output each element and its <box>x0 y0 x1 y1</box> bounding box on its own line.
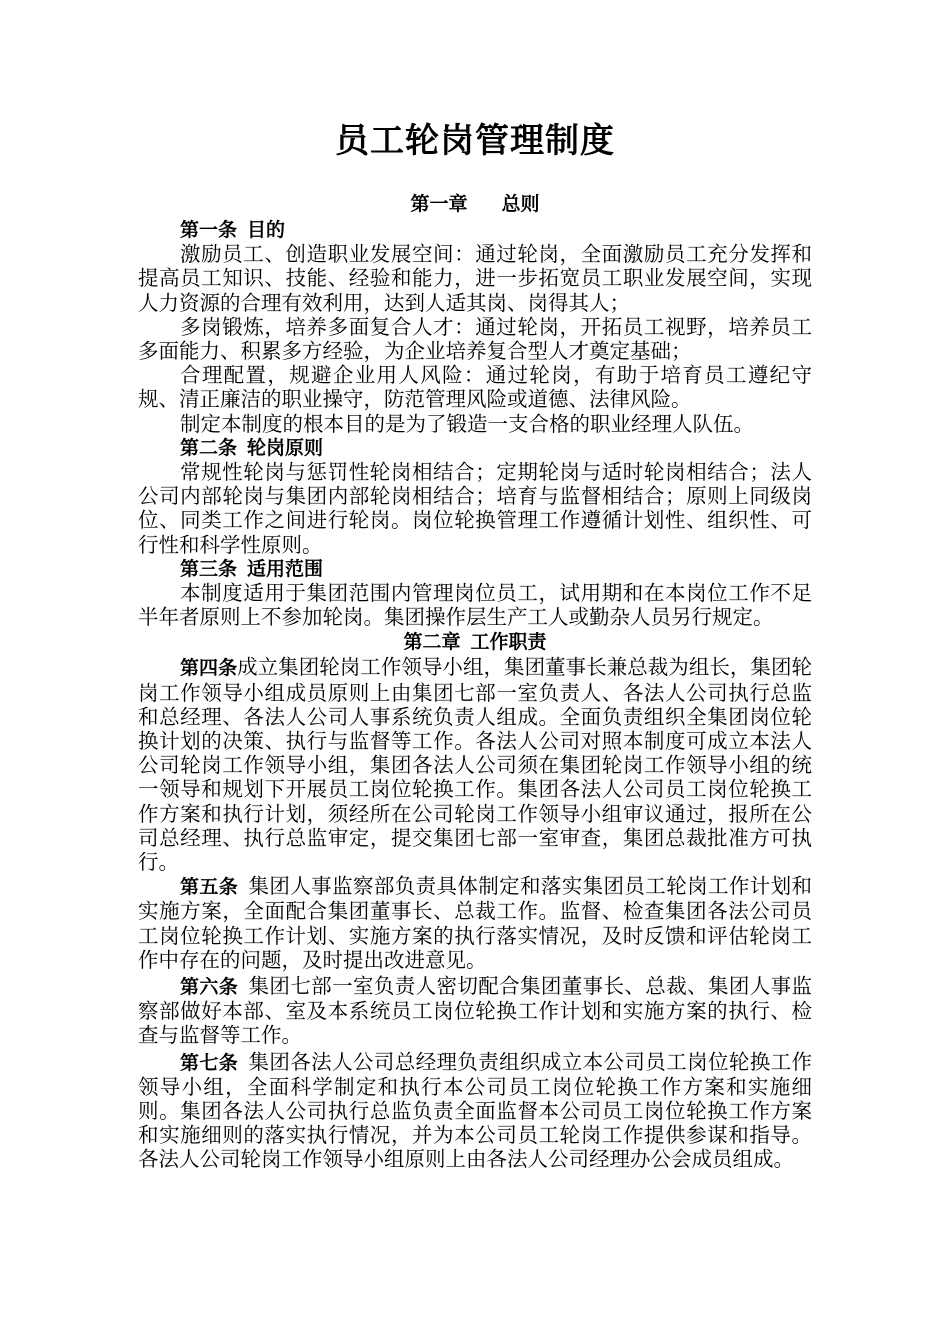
article-6-label: 第六条 <box>180 976 239 999</box>
article-6-paragraph <box>138 974 812 1048</box>
article-2-label: 第二条 <box>180 436 238 459</box>
article-7-paragraph <box>138 1050 812 1172</box>
article-3-paragraph: 本制度适用于集团范围内管理岗位员工，试用期和在本岗位工作不足半年者原则上不参加轮岗。集团操作层生产工人或勤杂人员另行规定。 <box>138 581 812 630</box>
article-4-label: 第四条 <box>180 657 238 680</box>
article-1-paragraph: 多岗锻炼，培养多面复合人才：通过轮岗，开拓员工视野，培养员工多面能力、积累多方经验，为企业培养复合型人才奠定基础； <box>138 314 812 363</box>
chapter-2-heading <box>138 629 812 655</box>
chapter-1-heading <box>138 190 812 218</box>
chapter-1-label: 第一章 <box>410 193 468 215</box>
article-4-paragraph <box>138 655 812 874</box>
article-7-text: 集团各法人公司总经理负责组织成立本公司员工岗位轮换工作领导小组，全面科学制定和执行本公司员工岗位轮换工作方案和实施细则。集团各法人公司执行总监负责全面监督本公司员工岗位轮换工作方案和实施细则的落实执行情况，并为本公司员工轮岗工作提供参谋和指导。各法人公司轮岗工作领导小组原则上由各法人公司经理办公会成员组成。 <box>138 1049 812 1172</box>
article-5-text: 集团人事监察部负责具体制定和落实集团员工轮岗工作计划和实施方案，全面配合集团董事长、总裁工作。监督、检查集团各法公司员工岗位轮换工作计划、实施方案的执行落实情况，及时反馈和评估轮岗工作中存在的问题，及时提出改进意见。 <box>138 874 812 972</box>
article-7-label: 第七条 <box>180 1051 239 1074</box>
chapter-2-name: 工作职责 <box>470 631 547 654</box>
document-body <box>138 190 812 1172</box>
article-5-paragraph <box>138 874 812 972</box>
article-2-name: 轮岗原则 <box>247 436 324 459</box>
article-2-paragraph: 常规性轮岗与惩罚性轮岗相结合；定期轮岗与适时轮岗相结合；法人公司内部轮岗与集团内部轮岗相结合；培育与监督相结合；原则上同级岗位、同类工作之间进行轮岗。岗位轮换管理工作遵循计划性、组织性、可行性和科学性原则。 <box>138 460 812 557</box>
article-1-paragraph: 制定本制度的根本目的是为了锻造一支合格的职业经理人队伍。 <box>180 411 754 436</box>
article-3-heading <box>138 557 812 581</box>
chapter-2-label: 第二章 <box>403 631 461 654</box>
article-3-label: 第三条 <box>180 557 238 580</box>
article-3-name: 适用范围 <box>247 557 324 580</box>
document-title: 员工轮岗管理制度 <box>335 121 615 161</box>
article-6-text: 集团七部一室负责人密切配合集团董事长、总裁、集团人事监察部做好本部、室及本系统员工岗位轮换工作计划和实施方案的执行、检查与监督等工作。 <box>138 974 812 1048</box>
article-1-heading <box>138 218 812 242</box>
article-1-name: 目的 <box>247 219 286 241</box>
article-2-heading <box>138 436 812 460</box>
article-5-label: 第五条 <box>180 876 239 899</box>
chapter-1-name: 总则 <box>501 193 540 215</box>
article-4-text: 成立集团轮岗工作领导小组，集团董事长兼总裁为组长，集团轮岗工作领导小组成员原则上由集团七部一室负责人、各法人公司执行总监和总经理、各法人公司人事系统负责人组成。全面负责组织全集团岗位轮换计划的决策、执行与监督等工作。各法人公司对照本制度可成立本法人公司轮岗工作领导小组，集团各法人公司须在集团轮岗工作领导小组的统一领导和规划下开展员工岗位轮换工作。集团各法人公司员工岗位轮换工作方案和执行计划，须经所在公司轮岗工作领导小组审议通过，报所在公司总经理、执行总监审定，提交集团七部一室审查，集团总裁批准方可执行。 <box>138 655 812 875</box>
article-1-paragraph: 激励员工、创造职业发展空间：通过轮岗，全面激励员工充分发挥和提高员工知识、技能、经验和能力，进一步拓宽员工职业发展空间，实现人力资源的合理有效利用，达到人适其岗、岗得其人； <box>138 242 812 315</box>
article-1-paragraph: 合理配置，规避企业用人风险：通过轮岗，有助于培育员工遵纪守规、清正廉洁的职业操守，防范管理风险或道德、法律风险。 <box>138 363 812 412</box>
article-1-label: 第一条 <box>180 219 238 241</box>
